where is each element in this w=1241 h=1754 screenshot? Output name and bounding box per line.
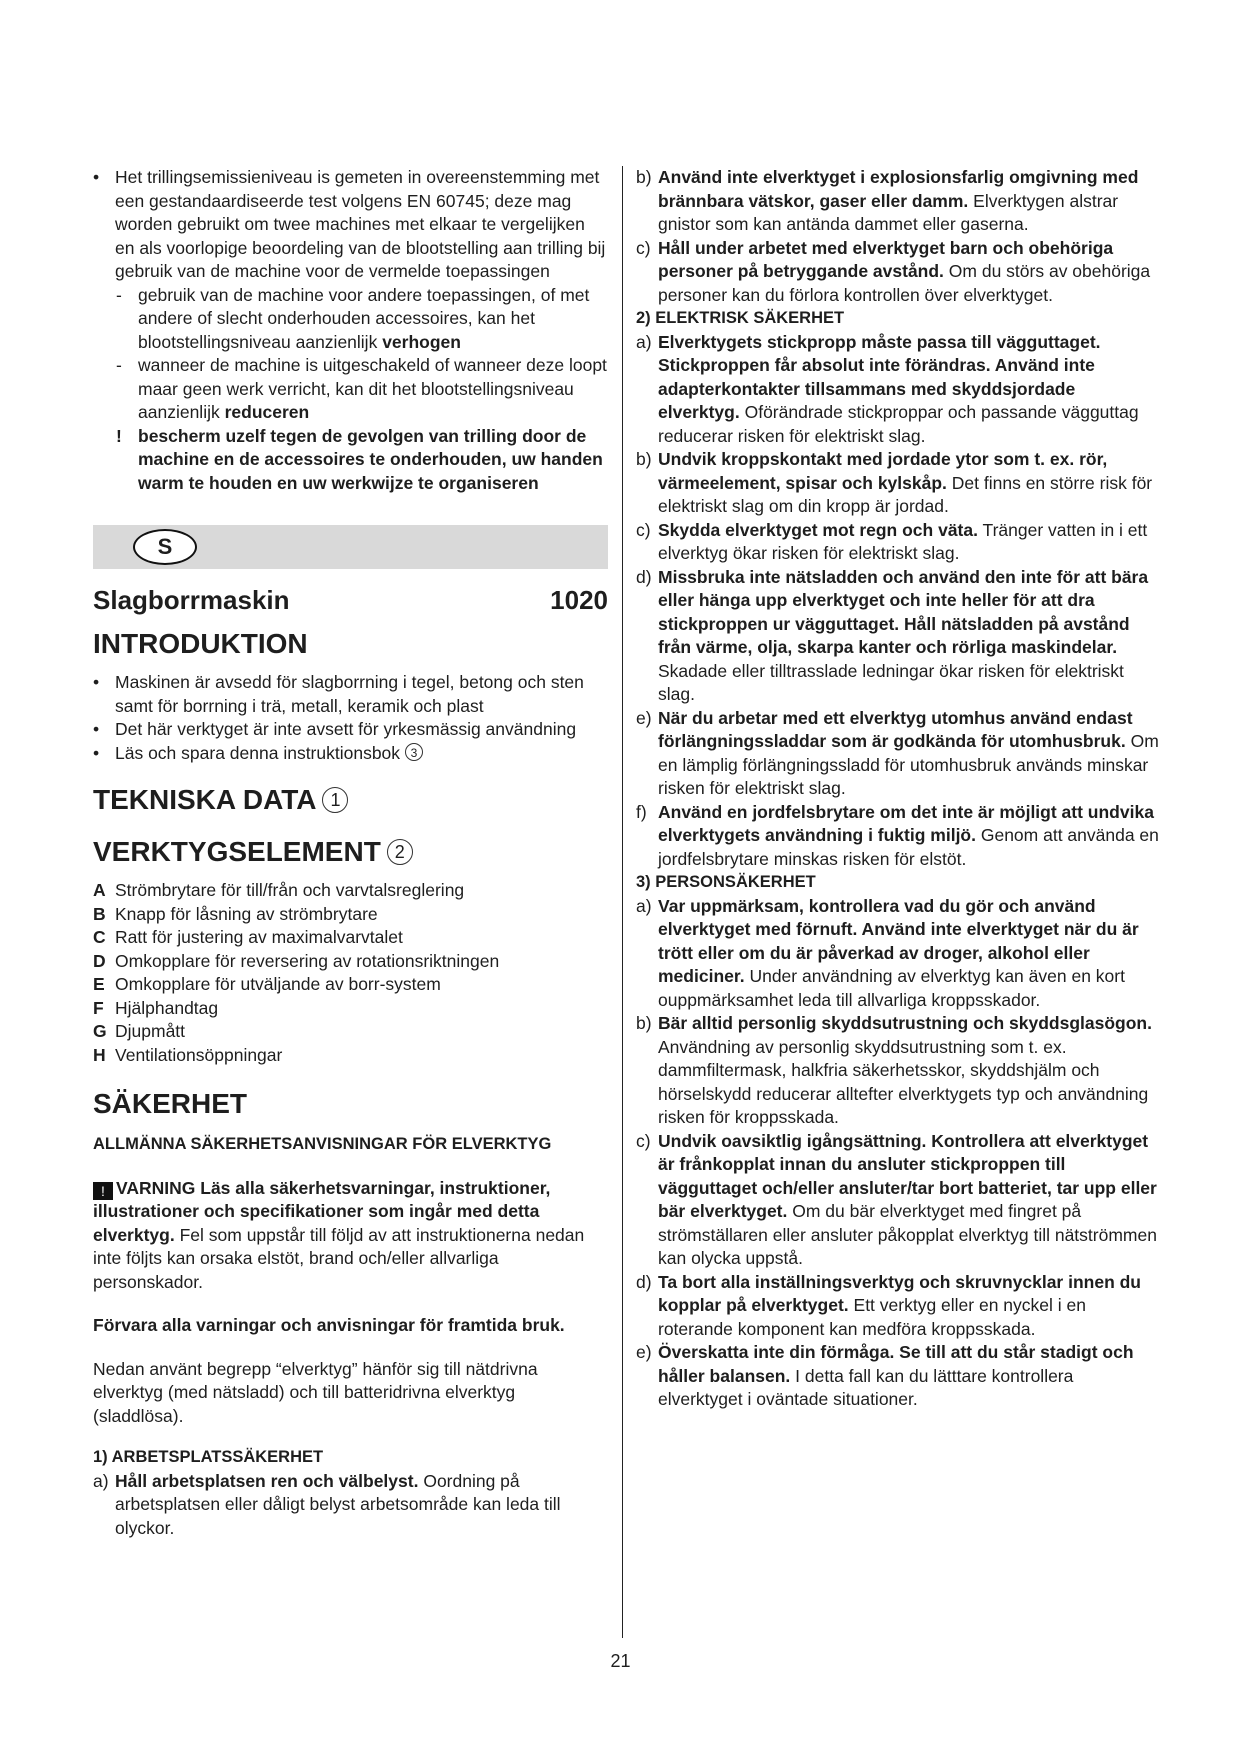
safety-rule: b) Använd inte elverktyget i explosionsfarlig omgivning med brännbara vätskor, gaser eller damm. Elverktygen alstrar gnistor som kan antända dammet eller gaserna.: [636, 167, 1139, 234]
list-item: B Knapp för låsning av strömbrytare: [93, 903, 378, 924]
safety-rule: c) Skydda elverktyget mot regn och väta. Tränger vatten in i ett elverktyg ökar risken för elektriskt slag.: [636, 519, 1148, 563]
right-column: [636, 166, 1161, 1412]
safety-rule: b) Undvik kroppskontakt med jordade ytor som t. ex. rör, värmeelement, spisar och kylskåp. Det finns en större risk för elektriskt slag om din kropp är jordad.: [636, 449, 1153, 516]
tech-data-heading: TEKNISKA DATA 1: [93, 783, 608, 817]
vibration-paragraph: • Het trillingsemissieniveau is gemeten in overeenstemming met een gestandaardiseerde test volgens EN 60745; deze mag worden gebruikt om twee machines met elkaar te vergelijken en als voorlopige beoordeling van de blootstelling aan trilling bij gebruik van de machine voor de vermelde toepassingen: [93, 167, 606, 281]
language-code-badge: S: [133, 529, 197, 565]
intro-heading: INTRODUKTION: [93, 628, 308, 659]
list-item: A Strömbrytare för till/från och varvtalsreglering: [93, 880, 465, 900]
safety-rule: c) Undvik oavsiktlig igångsättning. Kontrollera att elverktyget är frånkopplat innan du ansluter stickproppen till vägguttaget och/eller ansluter/tar bort batteriet, tar upp eller bär elverktyget. Om du bär elverktyget med fingret på strömställaren eller ansluter påkopplat elverktyg till nätströmmen kan olycka uppstå.: [636, 1130, 1157, 1268]
safety-rule: d) Ta bort alla inställningsverktyg och skruvnycklar innen du kopplar på elverktyget. Ett verktyg eller en nyckel i en roterande komponent kan medföra kroppsskada.: [636, 1271, 1142, 1339]
language-bar: [93, 525, 608, 569]
figure-ref-3: 3: [405, 743, 423, 761]
safety-subheading: ALLMÄNNA SÄKERHETSANVISNINGAR FÖR ELVERKTYG: [93, 1135, 552, 1153]
safety-rule: a) Elverktygets stickpropp måste passa till vägguttaget. Stickproppen får absolut inte förändras. Använd inte adapterkontakter tillsammans med skyddsjordade elverktyg. Oförändrade stickproppar och passande vägguttag reducerar risken för elektriskt slag.: [636, 331, 1139, 446]
section-2-heading: 2) ELEKTRISK SÄKERHET: [636, 309, 845, 327]
model-title: [93, 583, 608, 617]
tool-elements-heading: VERKTYGSELEMENT 2: [93, 835, 608, 869]
vibration-dash-1: - gebruik van de machine voor andere toepassingen, of met andere of slecht onderhouden accessoires, kan het blootstellingsniveau aanzienlijk verhogen: [116, 284, 590, 352]
list-item: G Djupmått: [93, 1021, 186, 1041]
safety-rule: e) När du arbetar med ett elverktyg utomhus använd endast förlängningssladdar som är godkända för utomhusbruk. Om en lämplig förlängningssladd för utomhusbruk används minskar risken för elektriskt slag.: [636, 707, 1159, 798]
safety-rule: e) Överskatta inte din förmåga. Se till att du står stadigt och håller balansen. I detta fall kan du lätttare kontrollera elverktyget i oväntade situationer.: [636, 1342, 1134, 1409]
warning-paragraph: ! VARNING Läs alla säkerhetsvarningar, instruktioner, illustrationer och specifikationer som ingår med detta elverktyg. Fel som uppstår till följd av att instruktionerna nedan inte följts kan orsaka elstöt, brand och/eller allvarliga personskador.: [93, 1177, 585, 1292]
column-divider: [622, 166, 623, 1638]
list-item: C Ratt för justering av maximalvarvtalet: [93, 927, 403, 947]
safety-rule: b) Bär alltid personlig skyddsutrustning och skyddsglasögon. Användning av personlig skyddsutrustning som t. ex. dammfiltermask, halkfria säkerhetsskor, skyddshjälm och hörselskydd reducerar alltefter elverktygets typ och användning risken för kroppsskada.: [636, 1013, 1152, 1127]
safety-rule: c) Håll under arbetet med elverktyget barn och obehöriga personer på betryggande avstånd. Om du störs av obehöriga personer kan du förlora kontrollen över elverktyget.: [636, 237, 1151, 305]
list-item: E Omkopplare för utväljande av borr-system: [93, 974, 441, 994]
list-item: D Omkopplare för reversering av rotationsriktningen: [93, 950, 500, 971]
safety-rule: d) Missbruka inte nätsladden och använd den inte för att bära eller hänga upp elverktyget och inte heller för att dra stickproppen ur vägguttaget. Håll nätsladden på avstånd från värme, olja, skarpa kanter och rörliga maskindelar. Skadade eller tilltrasslade ledningar ökar risken för elektriskt slag.: [636, 566, 1149, 704]
vibration-dash-2: - wanneer de machine is uitgeschakeld of wanneer deze loopt maar geen werk verricht, kan dit het blootstellingsniveau aanzienlijk reduceren: [116, 355, 607, 422]
vibration-warning: ! bescherm uzelf tegen de gevolgen van trilling door de machine en de accessoires te onderhouden, uw handen warm te houden en uw werkwijze te organiseren: [116, 425, 603, 493]
model-name: Slagborrmaskin: [93, 585, 290, 615]
warning-triangle-icon: !: [93, 1182, 113, 1200]
page-number: 21: [610, 1651, 631, 1671]
intro-item: • Det här verktyget är inte avsett för yrkesmässig användning: [93, 719, 577, 739]
safety-rule-1a: a) Håll arbetsplatsen ren och välbelyst. Oordning på arbetsplatsen eller dåligt belyst arbetsområde kan leda till olyckor.: [93, 1470, 561, 1538]
term-definition: Nedan använt begrepp “elverktyg” hänför sig till nätdrivna elverktyg (med nätsladd) och till batteridrivna elverktyg (sladdlösa).: [93, 1358, 538, 1426]
keep-instructions: Förvara alla varningar och anvisningar för framtida bruk.: [93, 1315, 565, 1335]
list-item: H Ventilationsöppningar: [93, 1044, 283, 1065]
figure-ref-1: 1: [322, 787, 348, 813]
elements-list: [93, 879, 608, 1067]
list-item: F Hjälphandtag: [93, 997, 219, 1018]
safety-heading: SÄKERHET: [93, 1088, 248, 1119]
section-1-heading: 1) ARBETSPLATSSÄKERHET: [93, 1448, 324, 1466]
intro-item: • Läs och spara denna instruktionsbok 3: [93, 742, 608, 766]
safety-rule: f) Använd en jordfelsbrytare om det inte är möjligt att undvika elverktygets användning i fuktig miljö. Genom att använda en jordfelsbrytare minskas risken för elstöt.: [636, 801, 1159, 869]
left-column: [93, 166, 608, 1540]
safety-rule: a) Var uppmärksam, kontrollera vad du gör och använd elverktyget med förnuft. Använd inte elverktyget när du är trött eller om du är påverkad av droger, alkohol eller mediciner. Under användning av elverktyg kan även en kort ouppmärksamhet leda till allvarliga kroppsskador.: [636, 895, 1139, 1010]
intro-item: • Maskinen är avsedd för slagborrning i tegel, betong och sten samt för borrning i trä, metall, keramik och plast: [93, 672, 584, 716]
model-number: 1020: [550, 585, 608, 615]
section-3-heading: 3) PERSONSÄKERHET: [636, 873, 816, 891]
figure-ref-2: 2: [387, 839, 413, 865]
